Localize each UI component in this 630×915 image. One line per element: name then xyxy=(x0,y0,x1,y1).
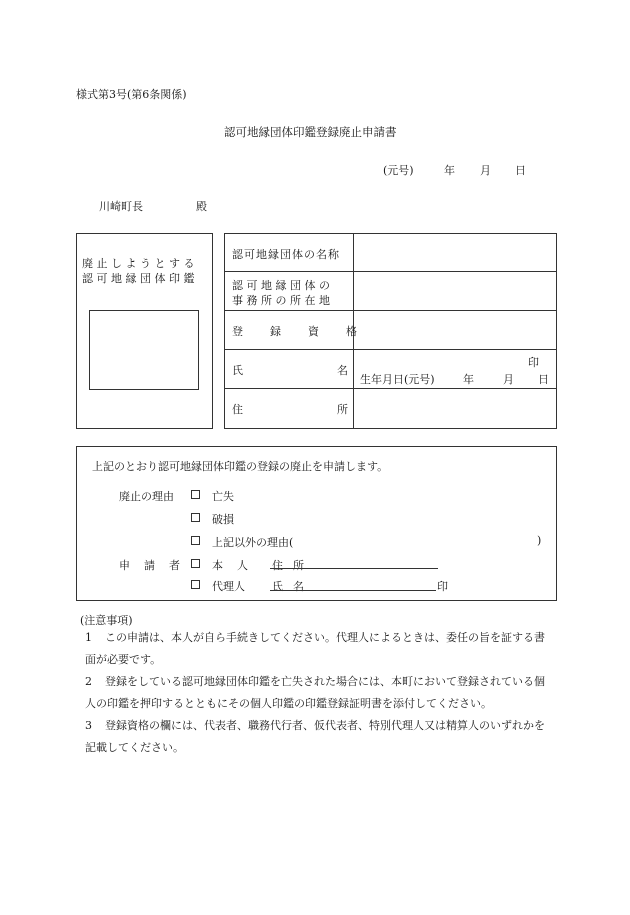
reason-other: 上記以外の理由( xyxy=(212,536,294,549)
seal-box-label-2: 認可地縁団体印鑑 xyxy=(82,272,198,285)
reason-damaged: 破損 xyxy=(212,513,234,526)
org-name-field[interactable] xyxy=(355,233,556,271)
applicant-address-underline xyxy=(270,568,438,569)
date-year: 年 xyxy=(444,164,455,177)
date-era: (元号) xyxy=(383,164,414,177)
addressee-name: 川崎町長 xyxy=(99,200,143,213)
reason-other-close: ) xyxy=(537,534,542,547)
date-month: 月 xyxy=(480,164,491,177)
applicant-label: 申請者 xyxy=(119,559,194,572)
birth-day: 日 xyxy=(538,373,549,386)
applicant-address-label: 住所 xyxy=(272,559,314,572)
applicant-proxy: 代理人 xyxy=(212,580,245,593)
note-number: 2 xyxy=(85,675,92,688)
label-address-right: 所 xyxy=(337,403,348,416)
form-number: 様式第3号(第6条関係) xyxy=(76,88,187,101)
note-item xyxy=(85,715,555,759)
name-seal-mark: 印 xyxy=(528,356,539,369)
reason-other-field[interactable] xyxy=(306,534,536,548)
form-title: 認可地縁団体印鑑登録廃止申請書 xyxy=(224,125,397,139)
representative-address-field[interactable] xyxy=(355,389,556,428)
reason-label: 廃止の理由 xyxy=(119,490,174,503)
applicant-self: 本人 xyxy=(212,559,262,572)
note-number: 3 xyxy=(85,719,92,732)
office-address-field[interactable] xyxy=(355,272,556,310)
birth-date-label: 生年月日(元号) xyxy=(360,373,435,386)
applicant-proxy-checkbox[interactable] xyxy=(191,580,200,589)
label-address-left: 住 xyxy=(232,403,243,416)
qualification-field[interactable] xyxy=(355,311,556,349)
label-office-address-2: 事務所の所在地 xyxy=(232,294,334,307)
reason-lost: 亡失 xyxy=(212,490,234,503)
addressee-honorific: 殿 xyxy=(196,200,207,213)
label-qualification: 登録資格 xyxy=(232,325,384,338)
reason-damaged-checkbox[interactable] xyxy=(191,513,200,522)
label-name-left: 氏 xyxy=(232,364,243,377)
birth-month: 月 xyxy=(503,373,514,386)
note-item xyxy=(85,627,555,671)
seal-box-label-1: 廃止しようとする xyxy=(82,257,198,270)
notes-heading: (注意事項) xyxy=(80,614,133,627)
reason-other-checkbox[interactable] xyxy=(191,536,200,545)
note-text: この申請は、本人が自ら手続きしてください。代理人によるときは、委任の旨を証する書面が必要です。 xyxy=(85,631,545,666)
seal-impression-area[interactable] xyxy=(89,310,199,390)
applicant-name-underline xyxy=(270,590,436,591)
note-number: 1 xyxy=(85,631,92,644)
application-statement: 上記のとおり認可地縁団体印鑑の登録の廃止を申請します。 xyxy=(92,460,389,473)
label-org-name: 認可地縁団体の名称 xyxy=(232,248,340,261)
applicant-name-field[interactable] xyxy=(310,576,436,590)
label-name-right: 名 xyxy=(337,364,348,377)
applicant-address-field[interactable] xyxy=(310,554,438,568)
applicant-self-checkbox[interactable] xyxy=(191,559,200,568)
note-text: 登録をしている認可地縁団体印鑑を亡失された場合には、本町において登録されている個人の印鑑を押印するとともにその個人印鑑の印鑑登録証明書を添付してください。 xyxy=(85,675,545,710)
birth-year: 年 xyxy=(463,373,474,386)
note-text: 登録資格の欄には、代表者、職務代行者、仮代表者、特別代理人又は精算人のいずれかを記載してください。 xyxy=(85,719,545,754)
date-day: 日 xyxy=(515,164,526,177)
reason-lost-checkbox[interactable] xyxy=(191,490,200,499)
applicant-seal-mark: 印 xyxy=(437,580,448,593)
note-item xyxy=(85,671,555,715)
applicant-name-label: 氏名 xyxy=(272,580,314,593)
label-office-address-1: 認可地縁団体の xyxy=(232,279,334,292)
